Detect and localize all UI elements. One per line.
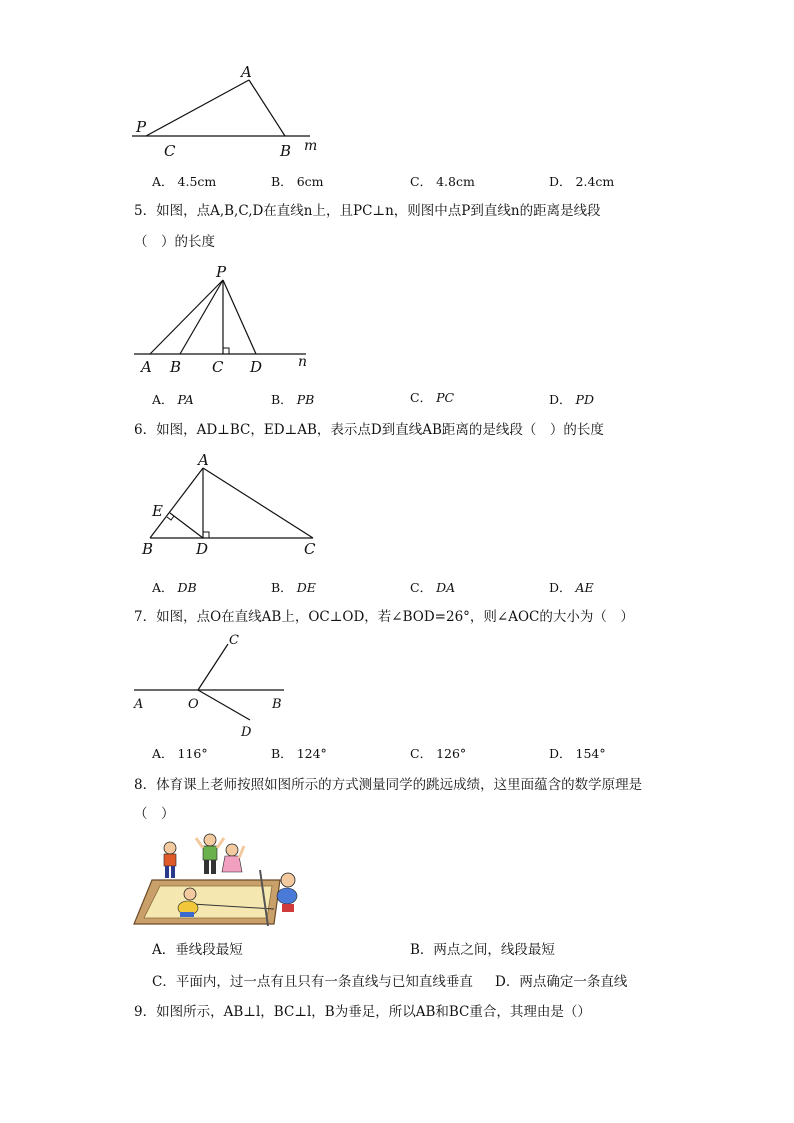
figure-q5 xyxy=(128,262,328,380)
label-c: C xyxy=(212,358,224,376)
question-5-text: 5．如图，点A,B,C,D在直线n上，且PC⊥n，则图中点P到直线n的距离是线段 xyxy=(134,203,601,219)
question-8-text: 8．体育课上老师按照如图所示的方式测量同学的跳远成绩，这里面蕴含的数学原理是 xyxy=(134,777,643,793)
option-b[interactable]: B． 124° xyxy=(271,746,327,761)
label-d: D xyxy=(250,358,263,376)
option-d[interactable]: D． 2.4cm xyxy=(549,174,615,189)
label-m: m xyxy=(304,138,318,154)
label-c: C xyxy=(229,633,239,648)
option-b[interactable]: B． 6cm xyxy=(271,174,324,189)
option-b[interactable]: B． DE xyxy=(271,580,316,595)
option-a[interactable]: A． PA xyxy=(152,392,194,407)
option-c[interactable]: C． DA xyxy=(410,580,456,595)
figure-triangle-pab xyxy=(128,60,328,160)
label-a: A xyxy=(134,697,144,712)
question-8-text-cont: （ ） xyxy=(134,806,175,822)
question-7-text: 7．如图，点O在直线AB上，OC⊥OD，若∠BOD=26°，则∠AOC的大小为（ ） xyxy=(134,609,634,625)
label-e: E xyxy=(152,502,163,520)
label-o: O xyxy=(188,697,199,712)
option-a[interactable]: A． DB xyxy=(152,580,197,595)
label-a: A xyxy=(198,451,209,469)
question-9-text: 9．如图所示，AB⊥l，BC⊥l，B为垂足，所以AB和BC重合，其理由是（） xyxy=(134,1004,591,1020)
figure-q7 xyxy=(128,630,298,740)
question-6-text: 6．如图，AD⊥BC，ED⊥AB，表示点D到直线AB距离的是线段（ ）的长度 xyxy=(134,422,604,438)
option-a[interactable]: A． 4.5cm xyxy=(152,174,217,189)
option-d[interactable]: D．两点确定一条直线 xyxy=(495,974,628,990)
figure-q6 xyxy=(138,450,338,565)
option-c[interactable]: C．平面内，过一点有且只有一条直线与已知直线垂直 xyxy=(152,974,473,990)
label-c: C xyxy=(164,142,176,160)
label-n: n xyxy=(298,354,308,370)
option-d[interactable]: D． AE xyxy=(549,580,594,595)
option-a[interactable]: A． 116° xyxy=(152,746,208,761)
label-b: B xyxy=(170,358,182,376)
label-p: P xyxy=(136,118,147,136)
label-c: C xyxy=(304,540,316,558)
option-b[interactable]: B．两点之间，线段最短 xyxy=(410,942,555,958)
label-d: D xyxy=(241,725,252,740)
figure-q8-long-jump-illustration xyxy=(132,832,304,928)
option-c[interactable]: C． PC xyxy=(410,390,455,405)
label-b: B xyxy=(142,540,154,558)
option-d[interactable]: D． PD xyxy=(549,392,594,407)
question-5-text-cont: （ ）的长度 xyxy=(134,234,215,250)
label-a: A xyxy=(141,358,152,376)
label-d: D xyxy=(196,540,209,558)
label-b: B xyxy=(272,697,282,712)
option-c[interactable]: C． 4.8cm xyxy=(410,174,475,189)
option-a[interactable]: A．垂线段最短 xyxy=(152,942,243,958)
label-a: A xyxy=(241,63,252,81)
label-b: B xyxy=(280,142,292,160)
option-d[interactable]: D． 154° xyxy=(549,746,606,761)
label-p: P xyxy=(216,263,227,281)
option-c[interactable]: C． 126° xyxy=(410,746,467,761)
option-b[interactable]: B． PB xyxy=(271,392,315,407)
